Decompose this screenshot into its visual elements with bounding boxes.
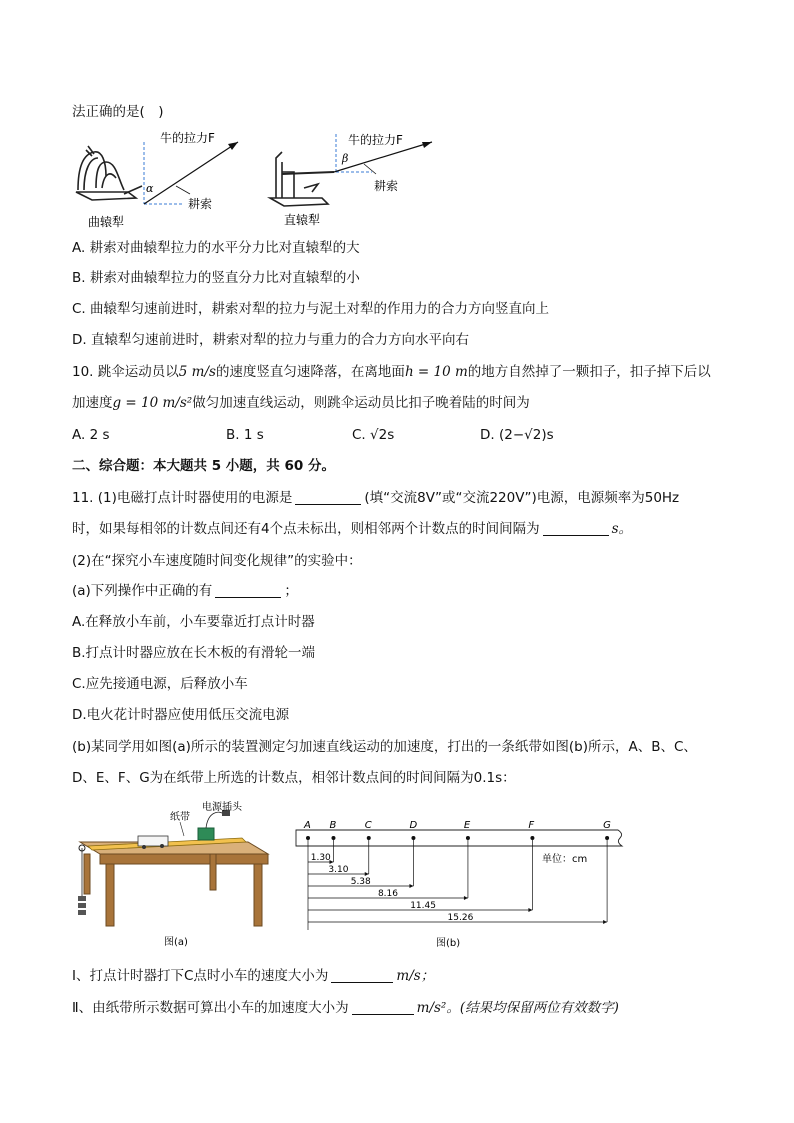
curved-plough-drawing bbox=[76, 146, 142, 200]
q10-text-2b: 做匀加速直线运动，则跳伞运动员比扣子晚着陆的时间为 bbox=[192, 395, 530, 411]
tape-dot-B bbox=[331, 836, 335, 840]
q11-p2-a: 时，如果每相邻的计数点间还有4个点未标出，则相邻两个计数点的时间间隔为 bbox=[72, 521, 540, 537]
q10-option-c: C. √2s bbox=[352, 427, 395, 443]
q11-p1 bbox=[72, 488, 679, 508]
dim-arrow-F bbox=[528, 908, 532, 912]
q11-choice-a: A.在释放小车前，小车要靠近打点计时器 bbox=[72, 614, 315, 630]
q10-line2 bbox=[72, 393, 530, 413]
tape-point-label-B: B bbox=[329, 820, 337, 831]
force-label-right: 牛的拉力F bbox=[348, 133, 403, 147]
answer-blank-choices[interactable] bbox=[215, 582, 281, 598]
dim-arrow-E bbox=[464, 896, 468, 900]
tape-point-label-F: F bbox=[528, 820, 535, 831]
q11-part-ii bbox=[72, 998, 619, 1018]
tape-dot-D bbox=[411, 836, 415, 840]
force-label-left: 牛的拉力F bbox=[160, 131, 215, 145]
dim-arrow-G bbox=[603, 920, 607, 924]
angle-beta: β bbox=[342, 152, 349, 165]
q10-text-2a: 加速度 bbox=[72, 395, 113, 411]
q10-gravity: g = 10 m/s² bbox=[112, 395, 193, 411]
tape-dot-F bbox=[530, 836, 534, 840]
answer-blank-velocity-c[interactable] bbox=[331, 967, 393, 983]
q11-p6: D、E、F、G为在纸带上所选的计数点，相邻计数点间的时间间隔为0.1s： bbox=[72, 770, 516, 786]
q11-p4-end: ； bbox=[284, 583, 298, 599]
q9-option-c: C. 曲辕犁匀速前进时，耕索对犁的拉力与泥土对犁的作用力的合力方向竖直向上 bbox=[72, 301, 550, 317]
q9-stem: 法正确的是( ) bbox=[72, 104, 164, 120]
rope-label-right: 耕索 bbox=[374, 179, 399, 193]
tape-point-label-C: C bbox=[364, 820, 372, 831]
q11-part-ii-unit: m/s²。(结果均保留两位有效数字) bbox=[416, 1000, 619, 1016]
dim-arrow-C bbox=[365, 872, 369, 876]
q11-part-ii-text: Ⅱ、由纸带所示数据可算出小车的加速度大小为 bbox=[72, 1000, 349, 1016]
q11-p4 bbox=[72, 581, 298, 601]
dim-label-C: 3.10 bbox=[328, 865, 349, 875]
q11-p3: (2)在“探究小车速度随时间变化规律”的实验中： bbox=[72, 553, 362, 569]
q11-part-i bbox=[72, 966, 434, 986]
figure-a-caption: 图(a) bbox=[164, 937, 188, 948]
q10-text-1b: 的速度竖直匀速降落，在离地面 bbox=[215, 364, 405, 380]
straight-plough-drawing bbox=[270, 152, 334, 206]
answer-blank-acceleration[interactable] bbox=[352, 999, 414, 1015]
tape-dot-A bbox=[306, 836, 310, 840]
q11-part-i-text: Ⅰ、打点计时器打下C点时小车的速度大小为 bbox=[72, 968, 329, 984]
tape-point-label-G: G bbox=[603, 820, 611, 831]
answer-blank-interval[interactable] bbox=[543, 520, 609, 536]
q11-part-i-unit: m/s； bbox=[396, 968, 435, 984]
q10-velocity: 5 m/s bbox=[178, 364, 216, 380]
q11-choice-c: C.应先接通电源，后释放小车 bbox=[72, 676, 248, 692]
tape-point-label-A: A bbox=[304, 820, 311, 831]
figure-b-caption: 图(b) bbox=[436, 938, 461, 949]
tape-unit-label: 单位：cm bbox=[542, 854, 588, 865]
dim-label-G: 15.26 bbox=[447, 913, 474, 923]
figure-a-apparatus bbox=[72, 800, 272, 950]
dim-label-E: 8.16 bbox=[377, 889, 399, 899]
label-power-plug: 电源插头 bbox=[202, 802, 242, 813]
dim-label-B: 1.30 bbox=[310, 853, 331, 863]
q10-height: h = 10 m bbox=[404, 364, 468, 380]
straight-plough-label: 直辕犁 bbox=[284, 213, 321, 227]
tape-dot-G bbox=[605, 836, 609, 840]
dim-arrow-D bbox=[409, 884, 413, 888]
tape-dot-C bbox=[367, 836, 371, 840]
curved-plough-label: 曲辕犁 bbox=[88, 215, 125, 229]
section-2-title: 二、综合题：本大题共 5 小题，共 60 分。 bbox=[72, 458, 335, 474]
q11-p5: (b)某同学用如图(a)所示的装置测定匀加速直线运动的加速度，打出的一条纸带如图(b)所示，A、B、C、 bbox=[72, 739, 697, 755]
dim-label-F: 11.45 bbox=[410, 901, 436, 911]
q11-p2-unit: s。 bbox=[611, 521, 633, 537]
q10-text-1a: 10. 跳伞运动员以 bbox=[72, 364, 179, 380]
q10-option-b: B. 1 s bbox=[226, 427, 264, 443]
q11-p1-a: 11. (1)电磁打点计时器使用的电源是 bbox=[72, 490, 293, 506]
plough-figure bbox=[72, 128, 462, 232]
q11-p1-b: (填“交流8V”或“交流220V”)电源，电源频率为50Hz bbox=[364, 490, 680, 506]
q11-p4-text: (a)下列操作中正确的有 bbox=[72, 583, 213, 599]
label-paper-tape: 纸带 bbox=[170, 812, 190, 823]
answer-blank-power[interactable] bbox=[295, 489, 361, 505]
dim-label-D: 5.38 bbox=[350, 877, 371, 887]
q10-text-1c: 的地方自然掉了一颗扣子，扣子掉下后以 bbox=[467, 364, 711, 380]
q11-choice-b: B.打点计时器应放在长木板的有滑轮一端 bbox=[72, 645, 316, 661]
angle-alpha: α bbox=[146, 182, 154, 195]
q9-option-a: A. 耕索对曲辕犁拉力的水平分力比对直辕犁的大 bbox=[72, 240, 360, 256]
figure-b-tape bbox=[294, 820, 634, 950]
tape-point-label-D: D bbox=[409, 820, 418, 831]
q11-choice-d: D.电火花计时器应使用低压交流电源 bbox=[72, 707, 290, 723]
q10-option-a: A. 2 s bbox=[72, 427, 110, 443]
q11-p2 bbox=[72, 519, 632, 539]
tape-dot-E bbox=[466, 836, 470, 840]
q9-option-b: B. 耕索对曲辕犁拉力的竖直分力比对直辕犁的小 bbox=[72, 270, 360, 286]
q9-option-d: D. 直辕犁匀速前进时，耕索对犁的拉力与重力的合力方向水平向右 bbox=[72, 332, 469, 348]
rope-label-left: 耕索 bbox=[188, 197, 213, 211]
q10-line1 bbox=[72, 362, 711, 382]
tape-point-label-E: E bbox=[463, 820, 471, 831]
q10-option-d: D. (2−√2)s bbox=[480, 427, 554, 443]
